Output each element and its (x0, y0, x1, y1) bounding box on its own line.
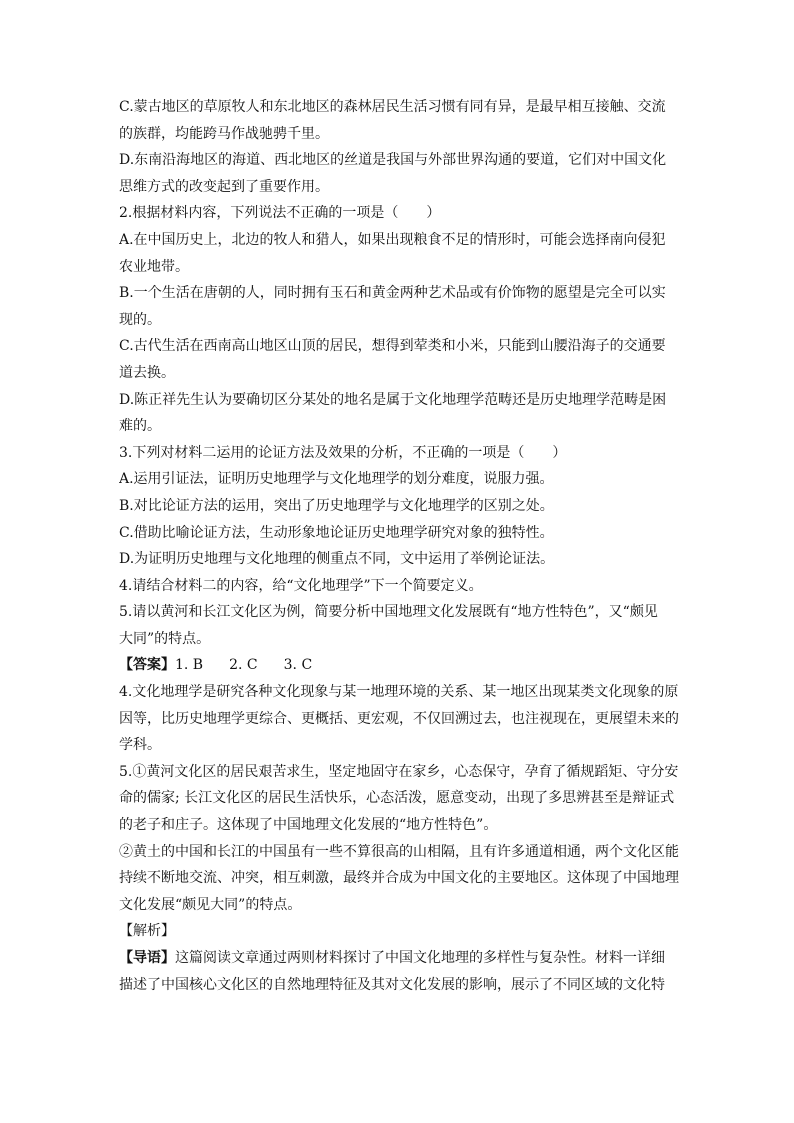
analysis-label: 【解析】 (119, 923, 175, 940)
text-line: C.借助比喻论证方法，生动形象地论证历史地理学研究对象的独特性。 (119, 524, 554, 541)
text-line: 道去换。 (119, 364, 175, 381)
question-5: 5.请以黄河和长江文化区为例，简要分析中国地理文化发展既有“地方性特色”，又“颇见 (119, 604, 658, 621)
text-line: 的老子和庄子。这体现了中国地理文化发展的“地方性特色”。 (119, 817, 498, 834)
guide-label: 【导语】 (119, 950, 175, 966)
text-line: 难的。 (119, 418, 161, 435)
text-line: 大同”的特点。 (119, 630, 211, 647)
text-line: C.古代生活在西南高山地区山顶的居民，想得到荤类和小米，只能到山腰沿海子的交通要 (119, 338, 666, 355)
answer-item: 3. C (283, 657, 313, 674)
text-line: A.运用引证法，证明历史地理学与文化地理学的划分难度，说服力强。 (119, 471, 554, 488)
text-line: C.蒙古地区的草原牧人和东北地区的森林居民生活习惯有同有异，是最早相互接触、交流 (119, 99, 666, 115)
text-line: 学科。 (119, 737, 161, 754)
question-3: 3.下列对材料二运用的论证方法及效果的分析，不正确的一项是（ ） (119, 444, 567, 461)
answer-item: 2. C (229, 657, 258, 674)
text-line: 描述了中国核心文化区的自然地理特征及其对文化发展的影响，展示了不同区域的文化特 (119, 976, 665, 993)
document-page (119, 94, 679, 998)
text-line: 命的儒家; 长江文化区的居民生活快乐，心态活泼，愿意变动，出现了多思辨甚至是辩证式 (119, 790, 675, 807)
guide-text: 这篇阅读文章通过两则材料探讨了中国文化地理的多样性与复杂性。材料一详细 (175, 950, 665, 966)
question-2: 2.根据材料内容，下列说法不正确的一项是（ ） (119, 205, 441, 222)
text-line: D.陈正祥先生认为要确切区分某处的地名是属于文化地理学范畴还是历史地理学范畴是困 (119, 391, 667, 408)
text-line: 文化发展“颇见大同”的特点。 (119, 896, 302, 913)
text-line: B.一个生活在唐朝的人，同时拥有玉石和黄金两种艺术品或有价饰物的愿望是完全可以实 (119, 285, 666, 302)
answer-line (119, 652, 679, 679)
guide-line (119, 945, 679, 972)
text-line: 4.文化地理学是研究各种文化现象与某一地理环境的关系、某一地区出现某类文化现象的原 (119, 684, 679, 701)
text-line: 思维方式的改变起到了重要作用。 (119, 178, 329, 195)
text-line: 持续不断地交流、冲突，相互刺激，最终并合成为中国文化的主要地区。这体现了中国地理 (119, 870, 679, 887)
answer-label: 【答案】 (119, 657, 175, 674)
text-line: 因等，比历史地理学更综合、更概括、更宏观，不仅回溯过去，也注视现在，更展望未来的 (119, 710, 679, 727)
text-line: A.在中国历史上，北边的牧人和猎人，如果出现粮食不足的情形时，可能会选择南向侵犯 (119, 231, 666, 248)
text-line: 5.①黄河文化区的居民艰苦求生，坚定地固守在家乡，心态保守，孕育了循规蹈矩、守分安 (119, 763, 679, 780)
text-line: ②黄土的中国和长江的中国虽有一些不算很高的山相隔，且有许多通道相通，两个文化区能 (119, 843, 679, 860)
text-line: 农业地带。 (119, 258, 189, 275)
answer-item: 1. B (175, 657, 204, 674)
text-line: D.东南沿海地区的海道、西北地区的丝道是我国与外部世界沟通的要道，它们对中国文化 (119, 152, 667, 169)
text-line: 现的。 (119, 311, 161, 328)
text-line: 的族群，均能跨马作战驰骋千里。 (119, 125, 329, 142)
question-4: 4.请结合材料二的内容，给“文化地理学”下一个简要定义。 (119, 577, 483, 594)
text-line: B.对比论证方法的运用，突出了历史地理学与文化地理学的区别之处。 (119, 497, 554, 514)
text-line: D.为证明历史地理与文化地理的侧重点不同，文中运用了举例论证法。 (119, 551, 555, 568)
